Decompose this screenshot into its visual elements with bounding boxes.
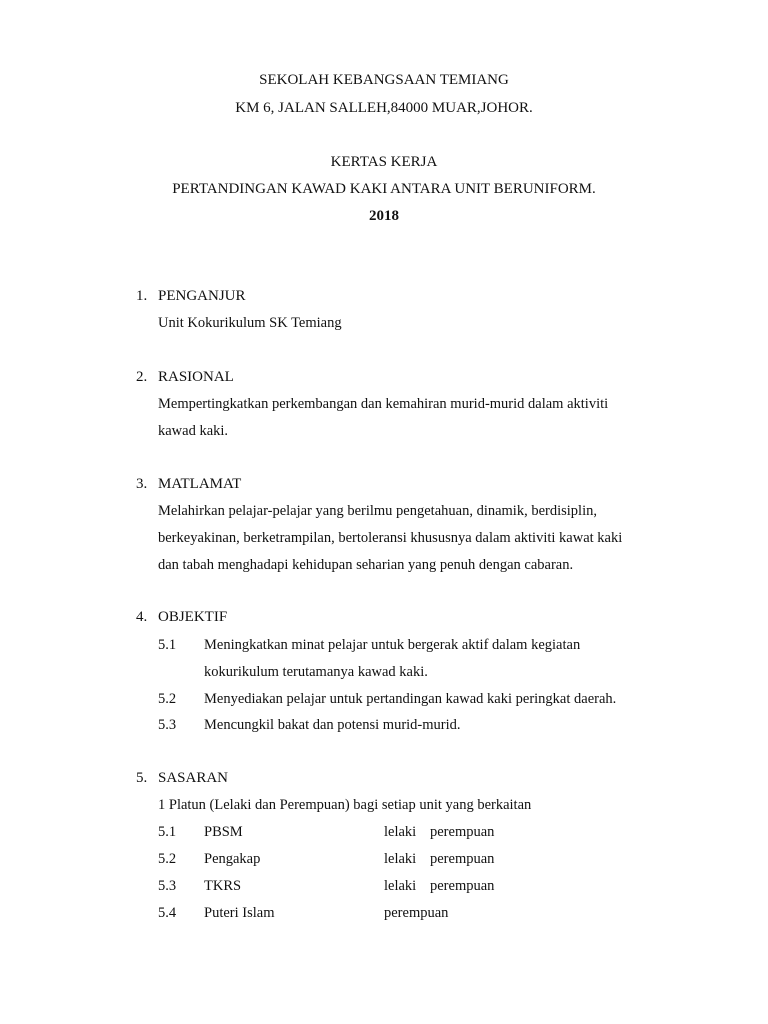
section-3-number: 3. — [136, 476, 148, 492]
section-5-title: SASARAN — [158, 770, 229, 786]
section-4-title: OBJEKTIF — [158, 609, 228, 625]
section-3-line: Melahirkan pelajar-pelajar yang berilmu pengetahuan, dinamik, berdisiplin, — [158, 503, 597, 519]
section-3-title: MATLAMAT — [158, 476, 242, 492]
target-row-col1: perempuan — [384, 905, 449, 921]
section-3-line: dan tabah menghadapi kehidupan seharian yang penuh dengan cabaran. — [158, 557, 574, 573]
target-row-col2: perempuan — [430, 878, 495, 894]
target-row-number: 5.1 — [158, 824, 177, 840]
objective-number: 5.3 — [158, 717, 177, 733]
target-row-number: 5.4 — [158, 905, 177, 921]
objective-text: Menyediakan pelajar untuk pertandingan kawad kaki peringkat daerah. — [204, 691, 617, 707]
objective-text: Meningkatkan minat pelajar untuk bergerak aktif dalam kegiatan — [204, 637, 581, 653]
school-name: SEKOLAH KEBANGSAAN TEMIANG — [259, 72, 509, 88]
objective-text: Mencungkil bakat dan potensi murid-murid. — [204, 717, 461, 733]
target-row-number: 5.2 — [158, 851, 177, 867]
objective-number: 5.2 — [158, 691, 177, 707]
section-2-number: 2. — [136, 369, 148, 385]
target-row-col1: lelaki — [384, 824, 417, 840]
target-row-col1: lelaki — [384, 851, 417, 867]
section-2-line: kawad kaki. — [158, 423, 229, 439]
target-row-col2: perempuan — [430, 851, 495, 867]
target-row-col1: lelaki — [384, 878, 417, 894]
objective-number: 5.1 — [158, 637, 177, 653]
target-row-number: 5.3 — [158, 878, 177, 894]
section-2-line: Mempertingkatkan perkembangan dan kemahiran murid-murid dalam aktiviti — [158, 396, 609, 412]
target-row-col2: perempuan — [430, 824, 495, 840]
target-row-unit: Puteri Islam — [204, 905, 275, 921]
objective-text: kokurikulum terutamanya kawad kaki. — [204, 664, 428, 680]
target-row-unit: PBSM — [204, 824, 243, 840]
section-1-line: Unit Kokurikulum SK Temiang — [158, 315, 342, 331]
section-5-intro: 1 Platun (Lelaki dan Perempuan) bagi setiap unit yang berkaitan — [158, 797, 532, 813]
target-row-unit: Pengakap — [204, 851, 261, 867]
section-3-line: berkeyakinan, berketrampilan, bertoleransi khususnya dalam aktiviti kawat kaki — [158, 530, 623, 546]
section-1-title: PENGANJUR — [158, 288, 246, 304]
section-4-number: 4. — [136, 609, 148, 625]
target-row-unit: TKRS — [204, 878, 242, 894]
section-5-number: 5. — [136, 770, 148, 786]
event-title: PERTANDINGAN KAWAD KAKI ANTARA UNIT BERUNIFORM. — [172, 181, 596, 197]
section-1-number: 1. — [136, 288, 148, 304]
document-type: KERTAS KERJA — [330, 154, 438, 170]
event-year: 2018 — [369, 208, 399, 224]
section-2-title: RASIONAL — [158, 369, 234, 385]
school-address: KM 6, JALAN SALLEH,84000 MUAR,JOHOR. — [235, 100, 533, 116]
